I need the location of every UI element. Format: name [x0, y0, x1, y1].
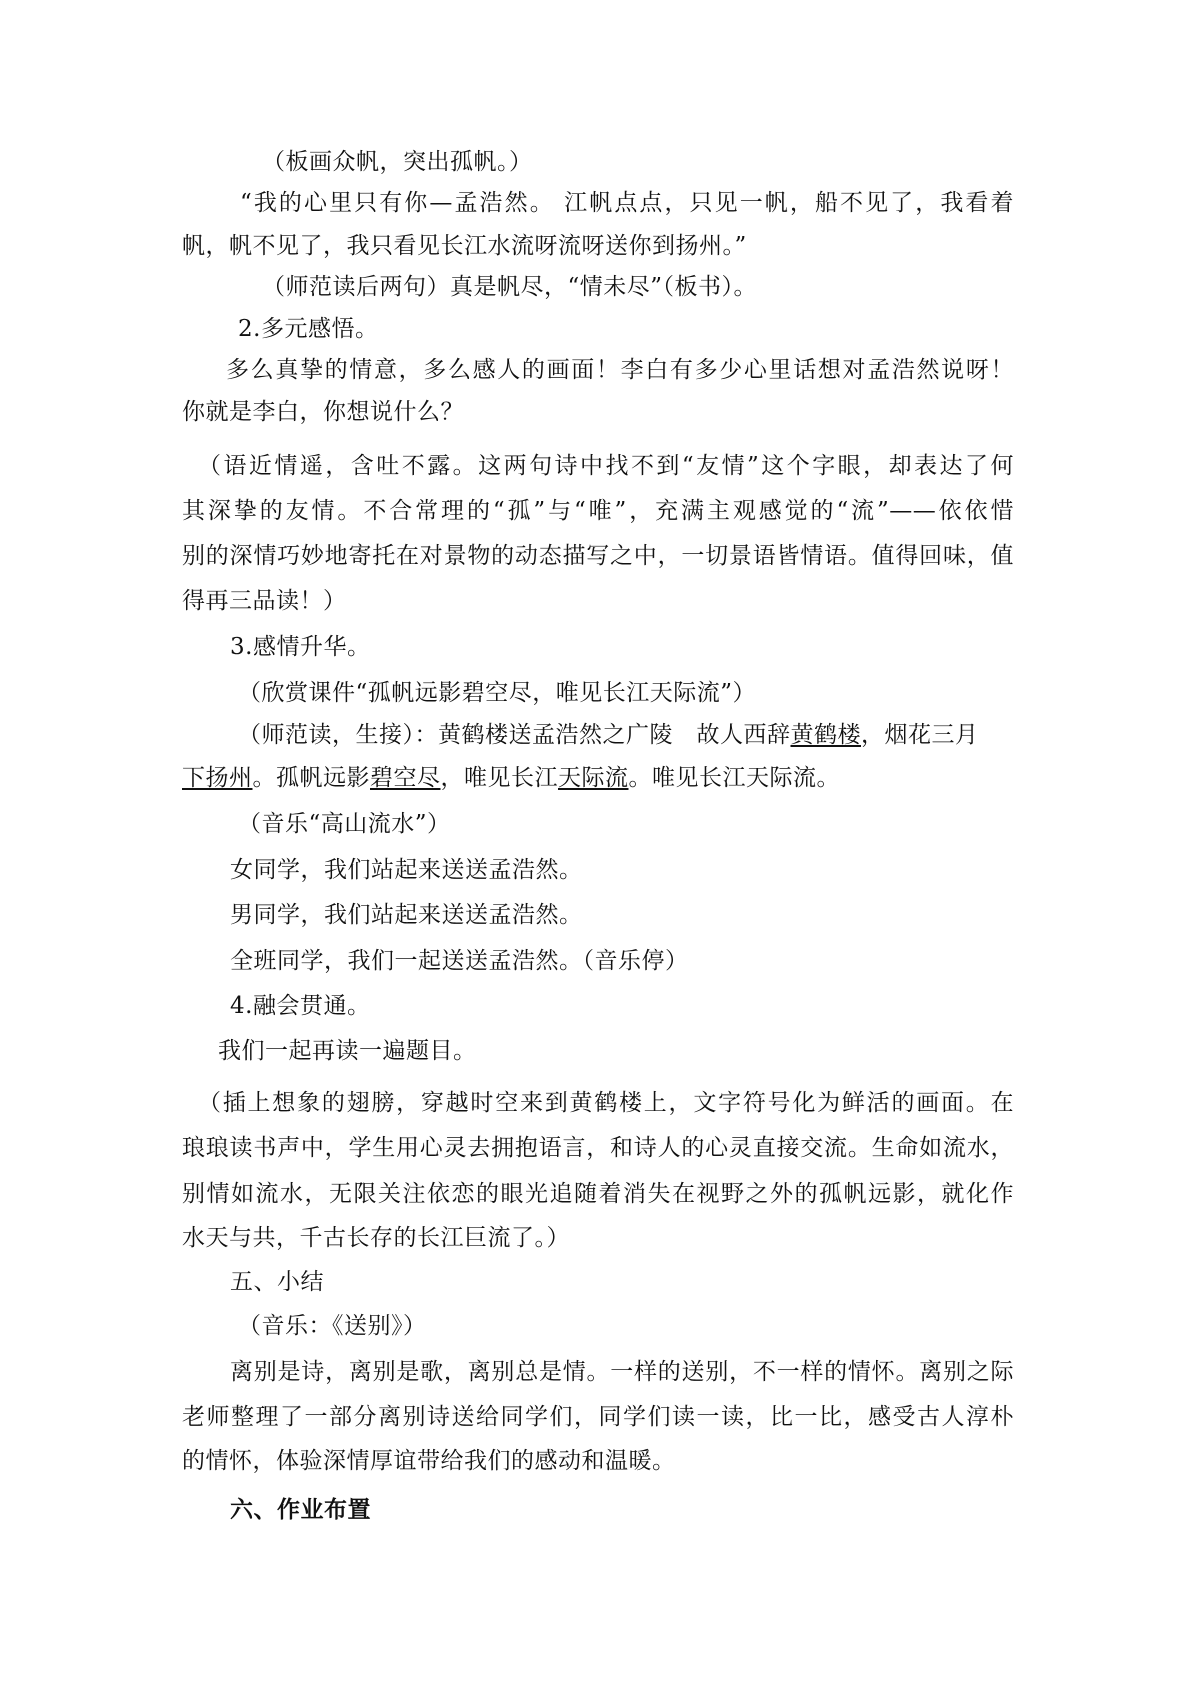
text-line: 别的深情巧妙地寄托在对景物的动态描写之中，一切景语皆情语。值得回味，值 [182, 543, 1014, 569]
section-heading: 3.感情升华。 [230, 634, 371, 660]
text-span: 。孤帆远影 [252, 765, 370, 791]
text-line: 离别是诗，离别是歌，离别总是情。一样的送别，不一样的情怀。离别之际 [230, 1359, 1014, 1385]
text-line: “我的心里只有你—孟浩然。 江帆点点，只见一帆，船不见了，我看着 [240, 190, 1014, 216]
text-line: （语近情遥，含吐不露。这两句诗中找不到“友情”这个字眼，却表达了何 [198, 453, 1014, 479]
text-line: 别情如流水，无限关注依恋的眼光追随着消失在视野之外的孤帆远影，就化作 [182, 1181, 1014, 1207]
text-line: （板画众帆，突出孤帆。） [262, 149, 533, 175]
section-heading: 六、作业布置 [230, 1496, 371, 1523]
text-line: 琅琅读书声中，学生用心灵去拥抱语言，和诗人的心灵直接交流。生命如流水， [182, 1135, 1014, 1161]
text-span: ，烟花三月 [861, 722, 979, 748]
text-line: 女同学，我们站起来送送孟浩然。 [230, 857, 583, 883]
text-line [238, 715, 1191, 755]
underlined-text: 下扬州 [182, 765, 253, 791]
text-line: 老师整理了一部分离别诗送给同学们，同学们读一读，比一比，感受古人淳朴 [182, 1404, 1014, 1430]
text-line: （音乐“高山流水”） [238, 811, 451, 837]
text-line: 男同学，我们站起来送送孟浩然。 [230, 902, 583, 928]
section-heading: 五、小结 [230, 1269, 324, 1295]
text-span: 。唯见长江天际流。 [628, 765, 840, 791]
text-line: （欣赏课件“孤帆远影碧空尽，唯见长江天际流”） [238, 680, 757, 706]
text-span: ，唯见长江 [440, 765, 558, 791]
text-line: 帆，帆不见了，我只看见长江水流呀流呀送你到扬州。” [182, 233, 747, 259]
text-line: 的情怀，体验深情厚谊带给我们的感动和温暖。 [182, 1448, 676, 1474]
underlined-text: 碧空尽 [370, 765, 441, 791]
section-heading: 2.多元感悟。 [238, 316, 379, 342]
text-line: 得再三品读！） [182, 588, 347, 614]
underlined-text: 天际流 [558, 765, 629, 791]
text-line [182, 758, 1191, 798]
text-line: 其深挚的友情。不合常理的“孤”与“唯”，充满主观感觉的“流”——依依惜 [182, 498, 1014, 524]
text-line: 水天与共，千古长存的长江巨流了。） [182, 1225, 570, 1251]
text-line: 我们一起再读一遍题目。 [218, 1038, 477, 1064]
underlined-text: 黄鹤楼 [790, 722, 861, 748]
text-line: 全班同学，我们一起送送孟浩然。（音乐停） [230, 948, 689, 974]
text-line: 你就是李白，你想说什么？ [182, 399, 464, 425]
text-line: 多么真挚的情意，多么感人的画面！李白有多少心里话想对孟浩然说呀！ [226, 357, 1014, 383]
text-line: （师范读后两句）真是帆尽，“情未尽”（板书）。 [262, 274, 758, 300]
section-heading: 4.融会贯通。 [230, 993, 371, 1019]
text-line: （音乐：《送别》） [238, 1313, 427, 1339]
text-span: （师范读，生接）：黄鹤楼送孟浩然之广陵 故人西辞 [238, 722, 791, 748]
text-line: （插上想象的翅膀，穿越时空来到黄鹤楼上，文字符号化为鲜活的画面。在 [198, 1090, 1014, 1116]
